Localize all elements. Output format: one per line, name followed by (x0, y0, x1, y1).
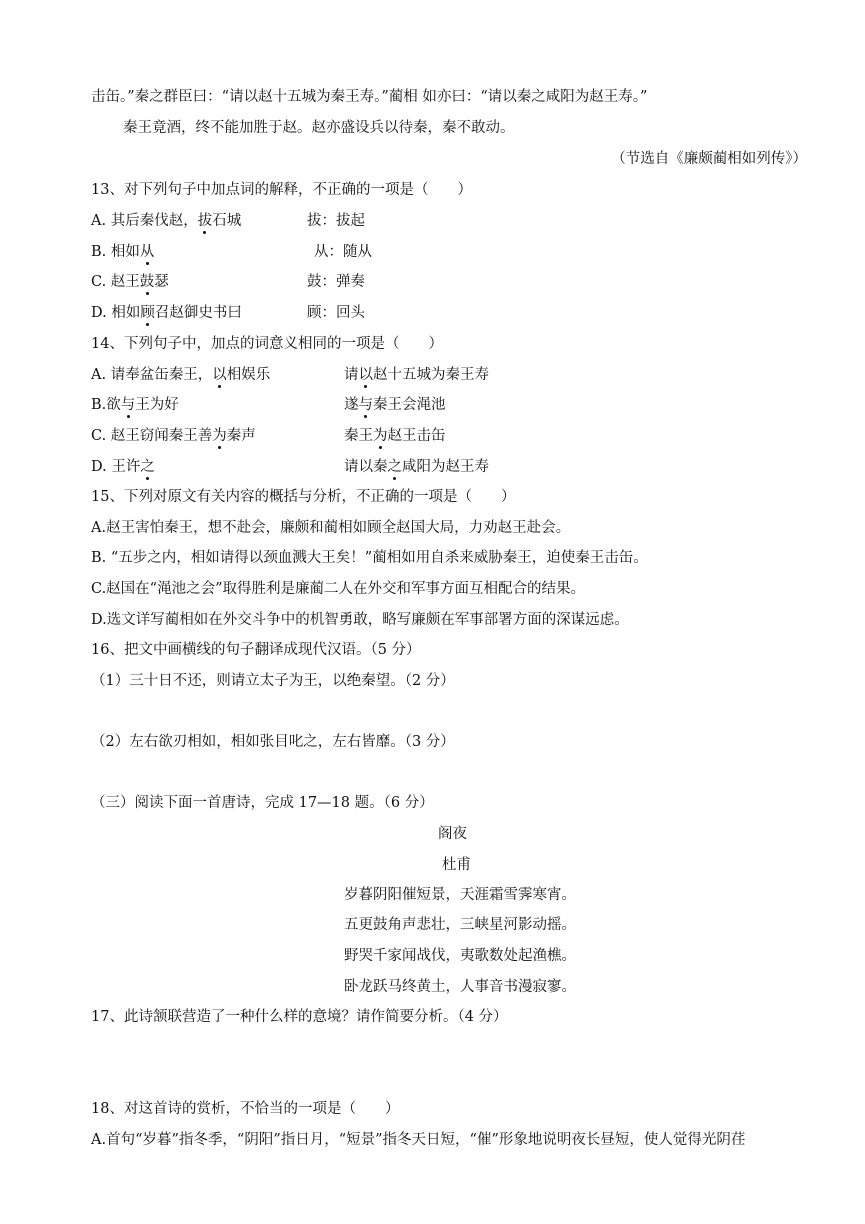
q15-option-a: A.赵王害怕秦王，想不赴会，廉颇和蔺相如顾全赵国大局，力劝赵王赴会。 (91, 520, 571, 536)
poem-line: 五更鼓角声悲壮，三峡星河影动摇。 (344, 917, 576, 933)
q14-option-b: B.欲与王为好 (91, 397, 179, 413)
q17-stem: 17、此诗颔联营造了一种什么样的意境？请作简要分析。（4 分） (91, 1009, 508, 1025)
q13-option-a: A. 其后秦伐赵，拔石城 (91, 213, 242, 229)
emphasis-dot-word: 以 (212, 367, 227, 383)
emphasis-dot-word: 顾 (140, 305, 155, 321)
emphasis-dot-word: 从 (139, 244, 155, 260)
q14-option-d: D. 王许之 (91, 459, 155, 475)
emphasis-dot-word: 为 (373, 428, 388, 444)
q14-stem: 14、下列句子中，加点的词意义相同的一项是（ ） (91, 336, 443, 352)
q18-stem: 18、对这首诗的赏析，不恰当的一项是（ ） (91, 1101, 400, 1117)
q15-option-d: D.选文详写蔺相如在外交斗争中的机智勇敢，略写廉颇在军事部署方面的深谋远虑。 (91, 612, 629, 628)
poem-title: 阁夜 (438, 826, 467, 842)
q16-sentence-1: （1）三十日不还，则请立太子为王，以绝秦望。（2 分） (91, 673, 455, 689)
emphasis-dot-word: 鼓 (139, 274, 155, 290)
q13-option-a-explanation: 拔：拔起 (307, 213, 365, 229)
q13-option-c: C. 赵王鼓瑟 (91, 274, 169, 290)
emphasis-dot-word: 拔 (197, 213, 213, 229)
q13-stem: 13、对下列句子中加点词的解释，不正确的一项是（ ） (91, 182, 472, 198)
q15-option-c: C.赵国在“渑池之会”取得胜利是廉蔺二人在外交和军事方面互相配合的结果。 (91, 581, 586, 597)
q18-option-a: A.首句“岁暮”指冬季，“阴阳”指日月，“短景”指冬天日短，“催”形象地说明夜长昼短，使人觉得光阴荏 (91, 1132, 746, 1148)
passage-line-1: 击缶。”秦之群臣曰：“请以赵十五城为秦王寿。”蔺相 如亦曰：“请以秦之咸阳为赵王寿。” (91, 89, 648, 105)
poem-line: 岁暮阴阳催短景，天涯霜雪霁寒宵。 (344, 887, 576, 903)
q15-stem: 15、下列对原文有关内容的概括与分析，不正确的一项是（ ） (91, 489, 516, 505)
section3-intro: （三）阅读下面一首唐诗，完成 17—18 题。（6 分） (91, 795, 434, 811)
poem-author: 杜甫 (442, 857, 471, 873)
passage-line-2: 秦王竟酒，终不能加胜于赵。赵亦盛设兵以待秦，秦不敢动。 (123, 120, 515, 136)
poem-line: 卧龙跃马终黄土，人事音书漫寂寥。 (344, 979, 576, 995)
q14-option-b-pair: 遂与秦王会渑池 (344, 397, 446, 413)
q14-option-c: C. 赵王窃闻秦王善为秦声 (91, 428, 256, 444)
q13-option-d: D. 相如顾召赵御史书曰 (91, 305, 242, 321)
q14-option-d-pair: 请以秦之咸阳为赵王寿 (344, 459, 489, 475)
q16-sentence-2: （2）左右欲刃相如，相如张目叱之，左右皆靡。（3 分） (91, 734, 455, 750)
q16-stem: 16、把文中画横线的句子翻译成现代汉语。（5 分） (91, 642, 421, 658)
passage-source: （节选自《廉颇蔺相如列传》） (611, 151, 807, 167)
q13-option-b: B. 相如从 (91, 244, 155, 260)
poem-line: 野哭千家闻战伐，夷歌数处起渔樵。 (344, 948, 576, 964)
emphasis-dot-word: 与 (358, 397, 373, 413)
q15-option-b: B. “五步之内，相如请得以颈血溅大王矣！”蔺相如用自杀来威胁秦王，迫使秦王击缶。 (91, 550, 648, 566)
q13-option-d-explanation: 顾：回头 (307, 305, 365, 321)
q13-option-b-explanation: 从：随从 (314, 244, 372, 260)
emphasis-dot-word: 之 (140, 459, 155, 475)
emphasis-dot-word: 与 (120, 397, 136, 413)
q13-option-c-explanation: 鼓：弹奏 (307, 274, 365, 290)
q14-option-a: A. 请奉盆缶秦王，以相娱乐 (91, 367, 271, 383)
emphasis-dot-word: 为 (212, 428, 227, 444)
q14-option-a-pair: 请以赵十五城为秦王寿 (344, 367, 489, 383)
emphasis-dot-word: 之 (387, 459, 402, 475)
emphasis-dot-word: 以 (358, 367, 373, 383)
q14-option-c-pair: 秦王为赵王击缶 (344, 428, 446, 444)
